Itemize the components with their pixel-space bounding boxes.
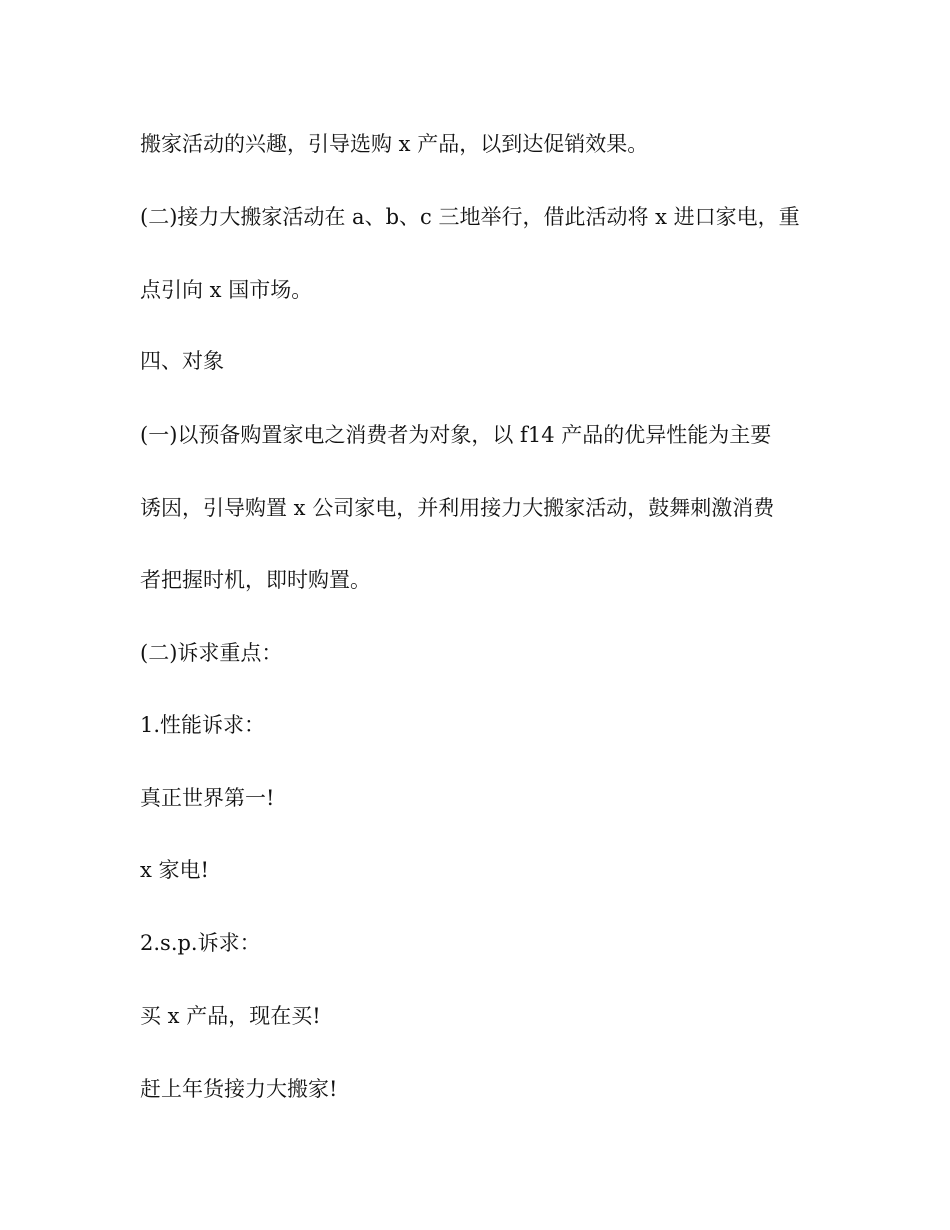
paragraph-line: 诱因，引导购置 x 公司家电，并利用接力大搬家活动，鼓舞刺激消费 (140, 496, 775, 520)
section-heading: 四、对象 (140, 349, 224, 373)
slogan-line: 赶上年货接力大搬家! (140, 1077, 338, 1101)
paragraph-line: (二)接力大搬家活动在 a、b、c 三地举行，借此活动将 x 进口家电，重 (140, 205, 800, 229)
list-item-heading: 2.s.p.诉求： (140, 931, 261, 955)
slogan-line: x 家电! (140, 858, 209, 882)
subsection-heading: (二)诉求重点： (140, 641, 283, 665)
slogan-line: 买 x 产品，现在买! (140, 1004, 321, 1028)
paragraph-line: 者把握时机，即时购置。 (140, 568, 371, 592)
list-item-heading: 1.性能诉求： (140, 713, 266, 737)
paragraph-line: (一)以预备购置家电之消费者为对象，以 f14 产品的优异性能为主要 (140, 423, 772, 447)
paragraph-line: 点引向 x 国市场。 (140, 278, 313, 302)
slogan-line: 真正世界第一! (140, 786, 275, 810)
paragraph-line: 搬家活动的兴趣，引导选购 x 产品，以到达促销效果。 (140, 132, 649, 156)
